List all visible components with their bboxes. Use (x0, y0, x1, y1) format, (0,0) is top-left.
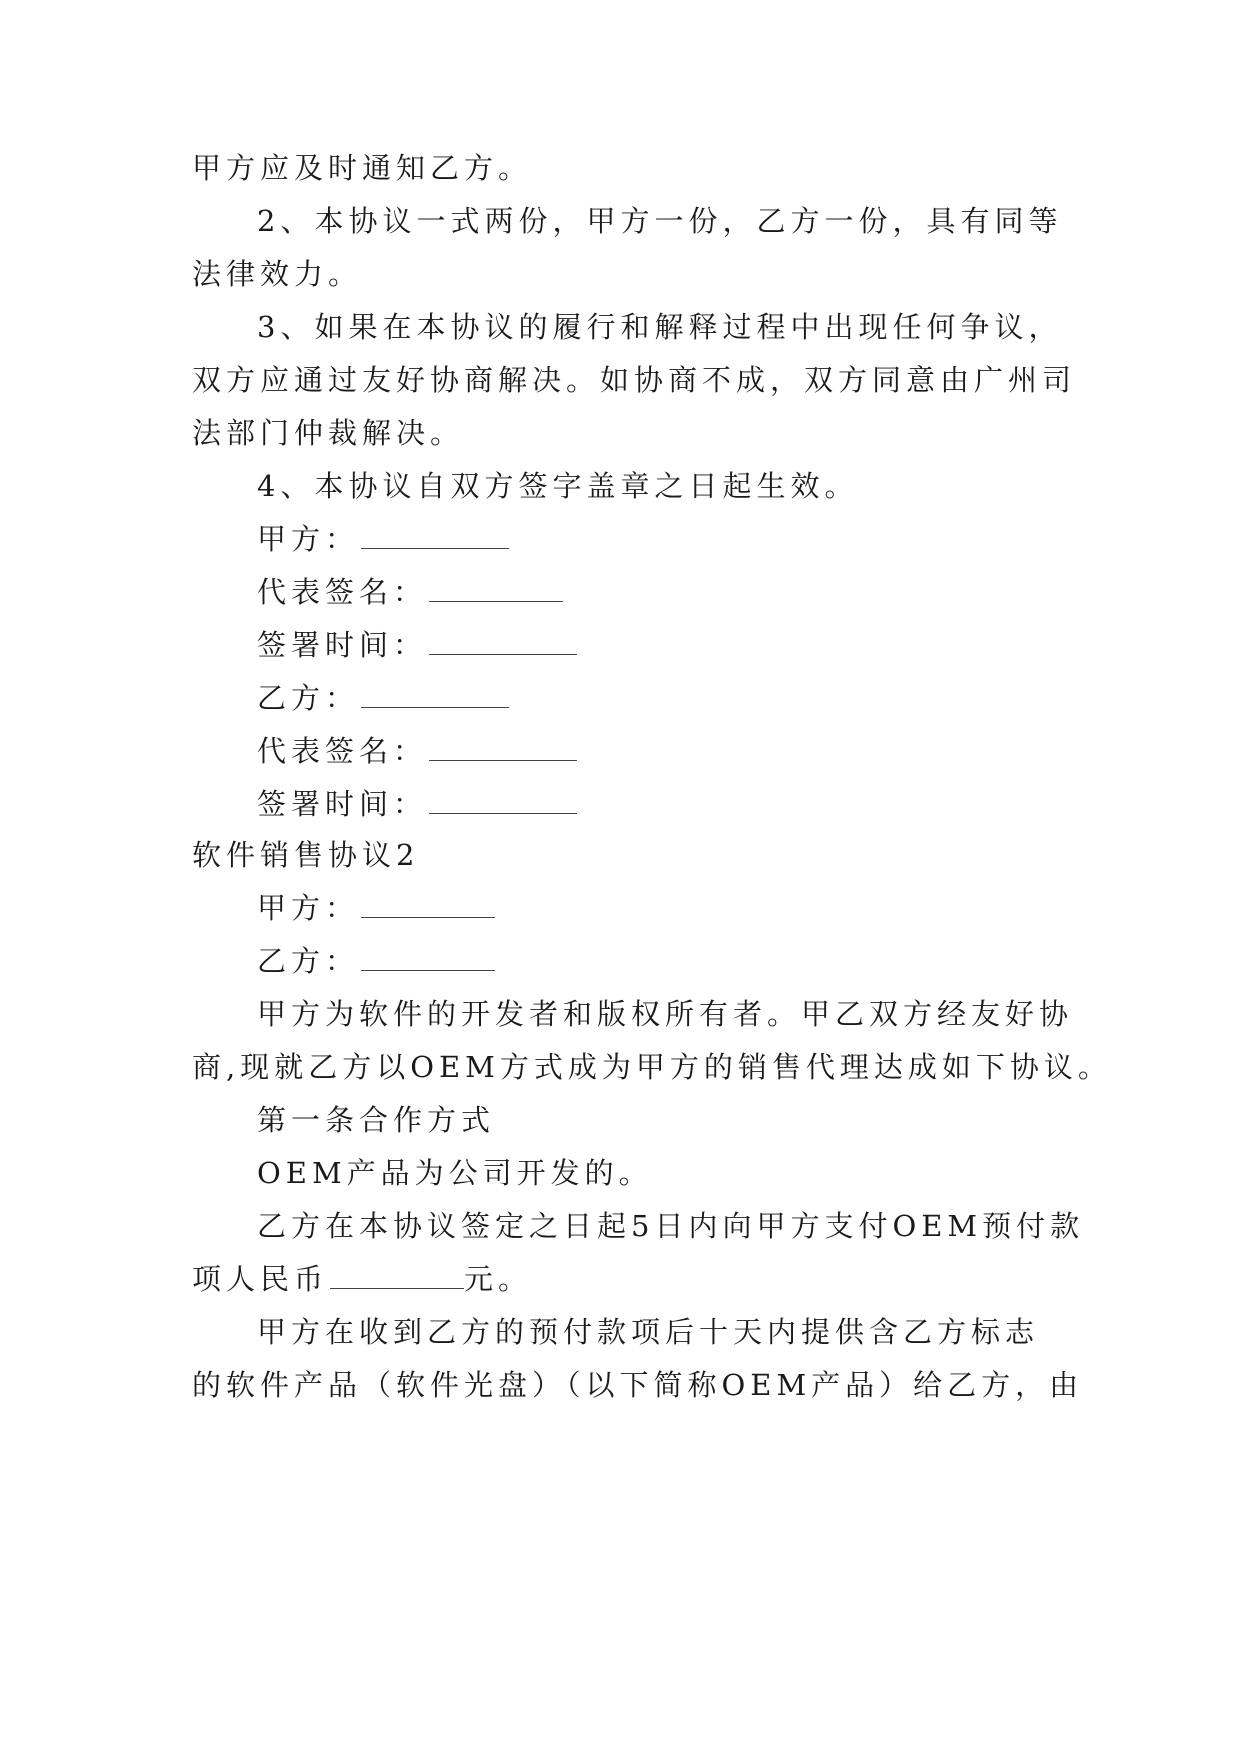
rep-sign-b-blank[interactable] (429, 736, 577, 761)
party-a-blank[interactable] (361, 524, 509, 549)
oem-product-line: OEM产品为公司开发的。 (257, 1156, 653, 1190)
party-a-label: 甲方： (257, 522, 360, 556)
delivery-line-2: 的软件产品（软件光盘）（以下简称OEM产品）给乙方，由 (192, 1368, 1084, 1402)
clause-3-line-1: 3、如果在本协议的履行和解释过程中出现任何争议， (257, 310, 1063, 344)
rep-sign-b-row (257, 733, 577, 769)
clause-2-line-1: 2、本协议一式两份，甲方一份，乙方一份，具有同等 (257, 204, 1063, 238)
amount-blank[interactable] (330, 1264, 464, 1289)
party-a-label-2: 甲方： (257, 891, 360, 925)
sign-time-b-blank[interactable] (429, 789, 577, 814)
rep-sign-a-row (257, 574, 563, 610)
currency-unit: 元。 (464, 1262, 533, 1296)
party-b-signature-row (257, 680, 509, 716)
party-a-blank-2[interactable] (361, 893, 495, 918)
party-b-blank[interactable] (361, 683, 509, 708)
text-line: 甲方应及时通知乙方。 (192, 151, 533, 185)
clause-4-line: 4、本协议自双方签字盖章之日起生效。 (257, 469, 859, 503)
party-a-row-2 (257, 890, 495, 926)
sign-time-a-blank[interactable] (429, 630, 577, 655)
prepayment-line-1: 乙方在本协议签定之日起5日内向甲方支付OEM预付款 (257, 1209, 1085, 1243)
party-a-signature-row (257, 521, 509, 557)
party-b-row-2 (257, 943, 495, 979)
clause-3-line-3: 法部门仲裁解决。 (192, 416, 465, 450)
sign-time-b-row (257, 786, 577, 822)
party-b-blank-2[interactable] (361, 946, 495, 971)
clause-2-line-2: 法律效力。 (192, 257, 363, 291)
section-title: 软件销售协议2 (192, 838, 420, 872)
sign-time-b-label: 签署时间： (257, 787, 428, 821)
amount-label: 项人民币 (192, 1262, 329, 1296)
intro-line-2: 商,现就乙方以OEM方式成为甲方的销售代理达成如下协议。 (192, 1050, 1112, 1084)
rep-sign-b-label: 代表签名： (257, 734, 428, 768)
party-b-label: 乙方： (257, 681, 360, 715)
sign-time-a-label: 签署时间： (257, 628, 428, 662)
delivery-line-1: 甲方在收到乙方的预付款项后十天内提供含乙方标志 (257, 1315, 1040, 1349)
rep-sign-a-blank[interactable] (429, 577, 563, 602)
clause-3-line-2: 双方应通过友好协商解决。如协商不成，双方同意由广州司 (192, 363, 1077, 397)
rep-sign-a-label: 代表签名： (257, 575, 428, 609)
intro-line-1: 甲方为软件的开发者和版权所有者。甲乙双方经友好协 (257, 997, 1074, 1031)
sign-time-a-row (257, 627, 577, 663)
prepayment-line-2 (192, 1261, 532, 1297)
article-1-title: 第一条合作方式 (257, 1103, 496, 1137)
party-b-label-2: 乙方： (257, 944, 360, 978)
